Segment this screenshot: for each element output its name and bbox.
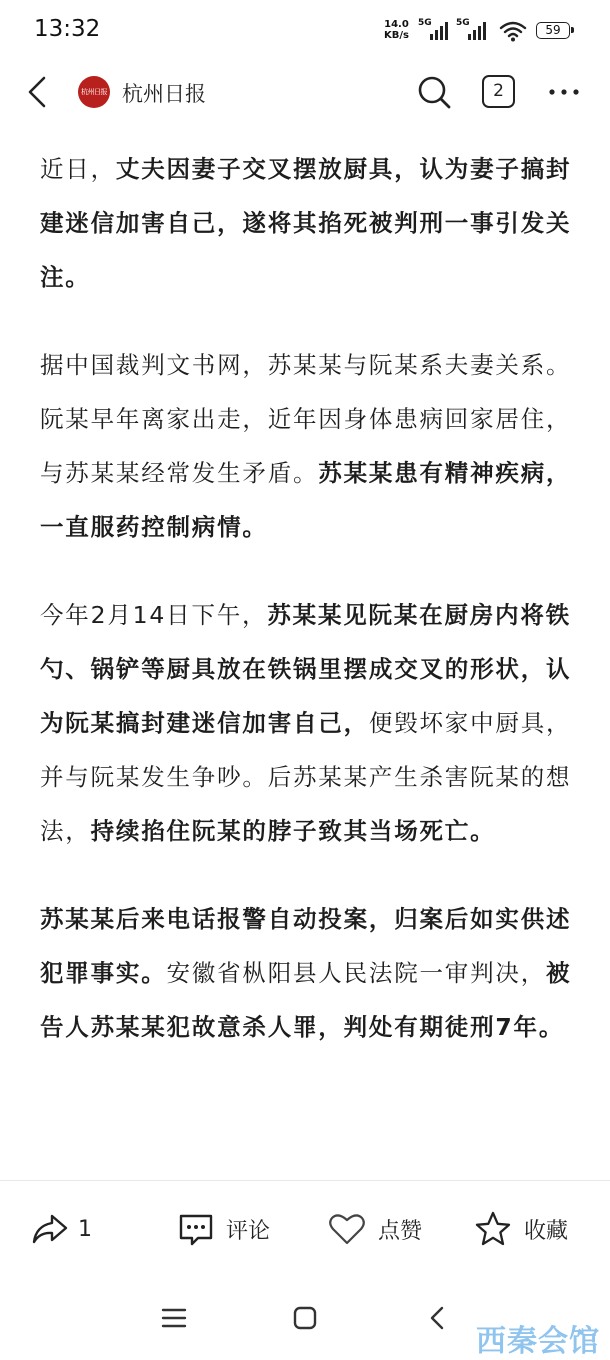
- text-run-bold: 苏某某后来电话报警自动投案，归案后如实供述犯罪事实。: [40, 905, 572, 987]
- text-run-bold: 持续掐住阮某的脖子致其当场死亡。: [90, 817, 496, 845]
- cell-signal-2: [456, 19, 492, 45]
- network-speed-unit: KB/s: [384, 30, 409, 41]
- network-speed-value: 14.0: [384, 19, 409, 30]
- chevron-left-icon: [18, 70, 58, 114]
- text-run: 安徽省枞阳县人民法院一审判决，: [166, 959, 546, 987]
- status-time: 13:32: [34, 16, 101, 42]
- text-run: 便毁坏家中厨具，并与阮某发生争吵。后苏某某产生杀害阮某的想法，: [40, 709, 572, 845]
- share-button[interactable]: [30, 1181, 92, 1277]
- article-paragraph: [40, 142, 580, 304]
- watermark: 西秦会馆: [476, 1324, 600, 1359]
- text-run: 据中国裁判文书网，苏某某与阮某系夫妻关系。阮某早年离家出走，近年因身体患病回家居住，与苏某某经常发生矛盾。: [40, 351, 572, 487]
- home-icon[interactable]: [291, 1304, 319, 1332]
- text-run-bold: 丈夫因妻子交叉摆放厨具，认为妻子搞封建迷信加害自己，遂将其掐死被判刑一事引发关注。: [40, 155, 572, 291]
- like-button[interactable]: [328, 1181, 422, 1277]
- heart-icon: [328, 1211, 366, 1247]
- comment-button[interactable]: [178, 1181, 270, 1277]
- back-button[interactable]: [18, 70, 58, 114]
- nav-back-icon[interactable]: [424, 1304, 452, 1332]
- network-speed: [384, 19, 409, 41]
- share-count: 1: [78, 1216, 92, 1242]
- text-run: 近日，: [40, 155, 116, 183]
- menu-icon[interactable]: [160, 1304, 188, 1332]
- wifi-icon: [499, 20, 527, 42]
- source-name[interactable]: 杭州日报: [122, 82, 206, 106]
- cell-signal-1: [418, 19, 452, 45]
- article-paragraph: [40, 588, 580, 858]
- comment-icon: [178, 1211, 214, 1247]
- source-logo[interactable]: 杭州日报: [78, 76, 110, 108]
- article-body: [40, 142, 580, 1088]
- article-paragraph: [40, 892, 580, 1054]
- text-run: 今年2月14日下午，: [40, 601, 268, 629]
- favorite-button[interactable]: [474, 1181, 568, 1277]
- article-action-bar: [0, 1180, 610, 1277]
- text-run-bold: 被告人苏某某犯故意杀人罪，判处有期徒刑7年。: [40, 959, 572, 1041]
- favorite-label: 收藏: [524, 1218, 569, 1244]
- comment-label: 评论: [226, 1218, 271, 1244]
- text-run-bold: 苏某某患有精神疾病，一直服药控制病情。: [40, 459, 572, 541]
- text-run-bold: 苏某某见阮某在厨房内将铁勺、锅铲等厨具放在铁锅里摆成交叉的形状，认为阮某搞封建迷信加害自己，: [40, 601, 572, 737]
- more-dots-icon: [546, 72, 582, 112]
- status-bar: [0, 0, 610, 62]
- search-button[interactable]: [414, 72, 454, 112]
- more-button[interactable]: [546, 72, 582, 112]
- app-bar: [0, 62, 610, 122]
- search-icon: [414, 72, 454, 112]
- share-icon: [30, 1209, 70, 1249]
- like-label: 点赞: [378, 1218, 423, 1244]
- signal-1-label: 5G: [418, 18, 432, 28]
- star-icon: [474, 1210, 512, 1248]
- signal-2-label: 5G: [456, 18, 470, 28]
- battery-indicator: 59: [536, 22, 570, 39]
- tabs-count-button[interactable]: 2: [482, 75, 515, 108]
- article-paragraph: [40, 338, 580, 554]
